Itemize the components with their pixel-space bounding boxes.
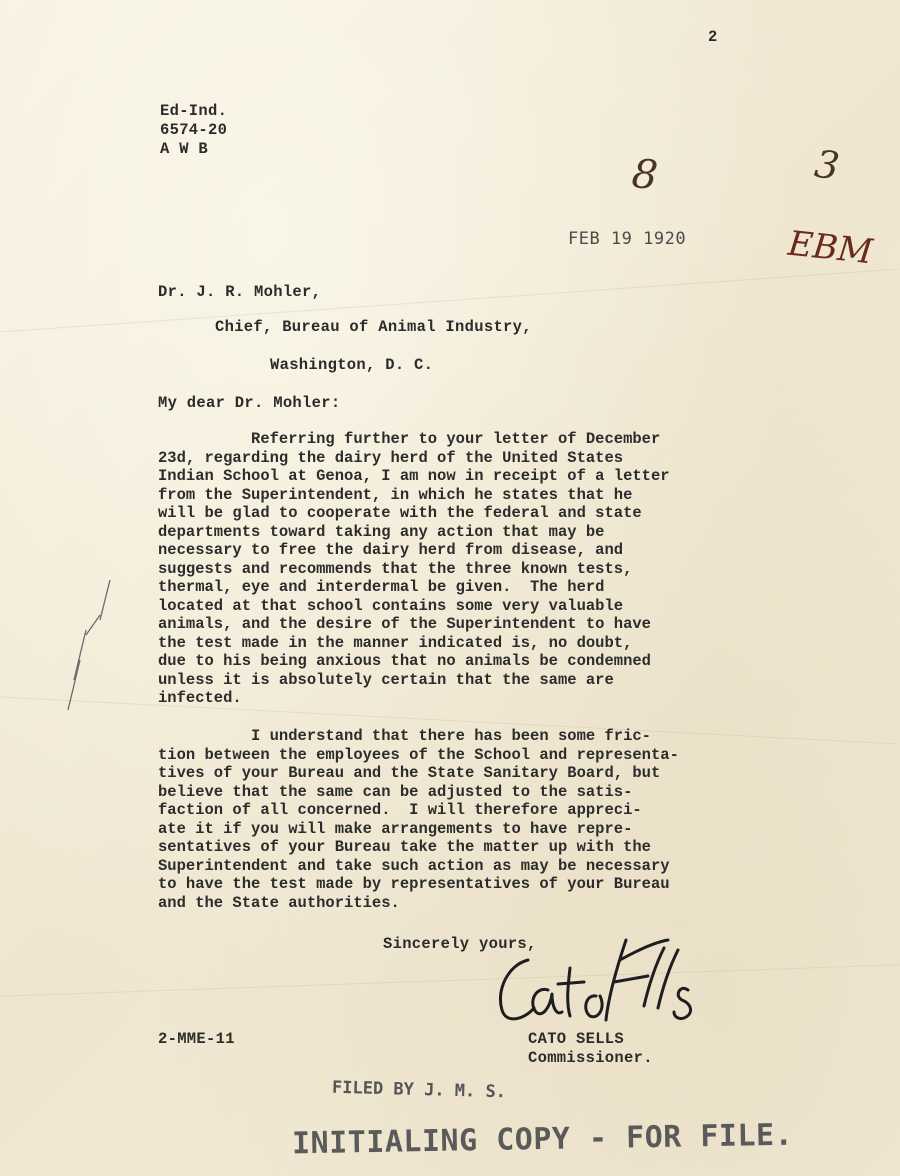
reference-line: Ed-Ind. — [160, 102, 228, 120]
addressee-name: Dr. J. R. Mohler, — [158, 283, 322, 301]
body-line: located at that school contains some very valuable — [158, 596, 624, 615]
body-line: 23d, regarding the dairy herd of the United States — [158, 448, 624, 467]
date-stamp: FEB 19 1920 — [568, 229, 687, 249]
body-line: tives of your Bureau and the State Sanitary Board, but — [158, 764, 661, 782]
body-line: Indian School at Genoa, I am now in receipt of a letter — [158, 467, 670, 485]
filed-stamp: FILED BY J. M. S. — [331, 1077, 507, 1103]
body-line: unless it is absolutely certain that the same are — [158, 670, 614, 689]
reference-line: A W B — [160, 140, 209, 158]
body-line: thermal, eye and interdermal be given. The herd — [158, 578, 605, 596]
body-line: Superintendent and take such action as may be necessary — [158, 856, 670, 875]
reference-line: 6574-20 — [160, 121, 228, 139]
body-line: will be glad to cooperate with the federal and state — [158, 504, 642, 522]
body-line: tion between the employees of the School and representa- — [158, 745, 679, 764]
handwritten-mark: 8 — [629, 150, 660, 200]
body-line: the test made in the manner indicated is, no doubt, — [158, 633, 633, 652]
initialing-stamp: INITIALING COPY - FOR FILE. — [291, 1117, 794, 1162]
salutation: My dear Dr. Mohler: — [158, 394, 341, 412]
handwritten-initials: EBM — [786, 223, 875, 273]
body-line: Referring further to your letter of December — [158, 430, 661, 448]
body-line: suggests and recommends that the three known tests, — [158, 559, 633, 578]
page-number: 2 — [708, 28, 718, 46]
body-line: to have the test made by representatives of your Bureau — [158, 875, 670, 893]
file-code: 2-MME-11 — [158, 1030, 235, 1048]
body-line: ate it if you will make arrangements to have repre- — [158, 819, 633, 838]
body-line: animals, and the desire of the Superintendent to have — [158, 615, 651, 633]
margin-pencil-mark — [40, 560, 120, 720]
signer-name: CATO SELLS — [528, 1030, 625, 1048]
closing: Sincerely yours, — [383, 935, 537, 953]
addressee-title: Chief, Bureau of Animal Industry, — [215, 318, 532, 336]
body-line: I understand that there has been some fric- — [158, 727, 651, 745]
body-line: necessary to free the dairy herd from disease, and — [158, 541, 624, 559]
body-line: from the Superintendent, in which he states that he — [158, 485, 633, 504]
body-line: departments toward taking any action that may be — [158, 522, 605, 541]
body-line: due to his being anxious that no animals be condemned — [158, 652, 651, 670]
body-line: and the State authorities. — [158, 893, 400, 912]
body-line: sentatives of your Bureau take the matter up with the — [158, 838, 651, 856]
body-line: infected. — [158, 689, 242, 707]
body-line: believe that the same can be adjusted to the satis- — [158, 782, 633, 801]
body-line: faction of all concerned. I will therefore appreci- — [158, 801, 642, 819]
signature — [488, 920, 718, 1030]
paper-crease — [0, 964, 899, 996]
signer-title: Commissioner. — [528, 1049, 653, 1067]
addressee-city: Washington, D. C. — [270, 356, 434, 374]
handwritten-mark: 3 — [812, 141, 843, 189]
